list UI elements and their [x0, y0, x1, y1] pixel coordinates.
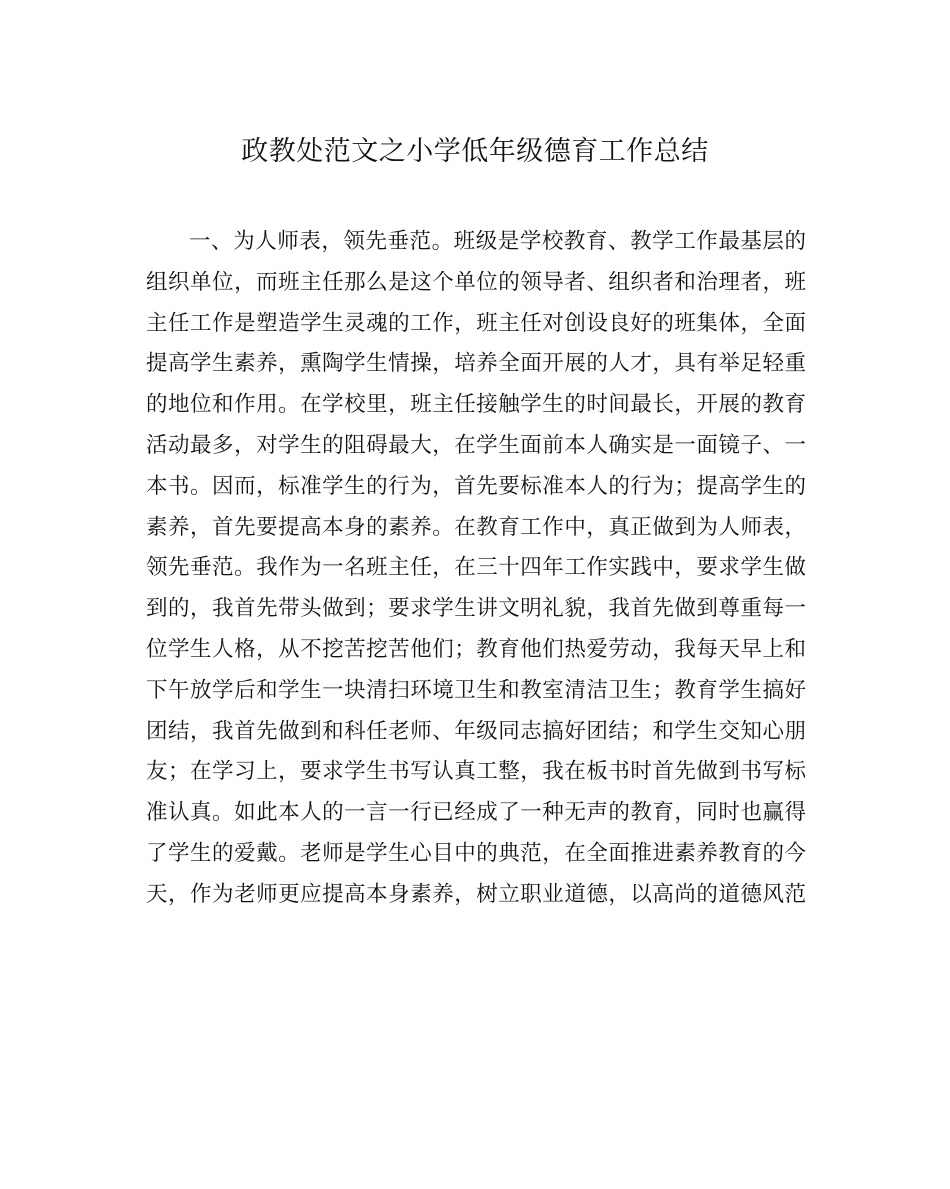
body-line: 位学生人格，从不挖苦挖苦他们；教育他们热爱劳动，我每天早上和 [146, 636, 806, 662]
body-line: 了学生的爱戴。老师是学生心目中的典范，在全面推进素养教育的今 [146, 840, 806, 866]
body-line: 领先垂范。我作为一名班主任，在三十四年工作实践中，要求学生做 [146, 555, 806, 581]
body-line: 到的，我首先带头做到；要求学生讲文明礼貌，我首先做到尊重每一 [146, 596, 806, 622]
body-line: 主任工作是塑造学生灵魂的工作，班主任对创设良好的班集体，全面 [146, 310, 806, 336]
document-body [146, 222, 806, 916]
body-line: 活动最多，对学生的阻碍最大，在学生面前本人确实是一面镜子、一 [146, 432, 806, 458]
body-line: 友；在学习上，要求学生书写认真工整，我在板书时首先做到书写标 [146, 759, 806, 785]
body-line: 一、为人师表，领先垂范。班级是学校教育、教学工作最基层的 [189, 229, 806, 254]
body-line: 提高学生素养，熏陶学生情操，培养全面开展的人才，具有举足轻重 [146, 351, 806, 377]
document-title: 政教处范文之小学低年级德育工作总结 [241, 136, 709, 167]
body-line: 本书。因而，标准学生的行为，首先要标准本人的行为；提高学生的 [146, 473, 806, 499]
body-line: 组织单位，而班主任那么是这个单位的领导者、组织者和治理者，班 [146, 269, 806, 295]
body-line: 天，作为老师更应提高本身素养，树立职业道德，以高尚的道德风范 [146, 881, 806, 907]
body-line: 素养，首先要提高本身的素养。在教育工作中，真正做到为人师表， [146, 514, 806, 540]
body-line: 下午放学后和学生一块清扫环境卫生和教室清洁卫生；教育学生搞好 [146, 677, 806, 703]
body-line: 的地位和作用。在学校里，班主任接触学生的时间最长，开展的教育 [146, 392, 806, 418]
body-line: 准认真。如此本人的一言一行已经成了一种无声的教育，同时也赢得 [146, 800, 806, 826]
body-line: 团结，我首先做到和科任老师、年级同志搞好团结；和学生交知心朋 [146, 718, 806, 744]
